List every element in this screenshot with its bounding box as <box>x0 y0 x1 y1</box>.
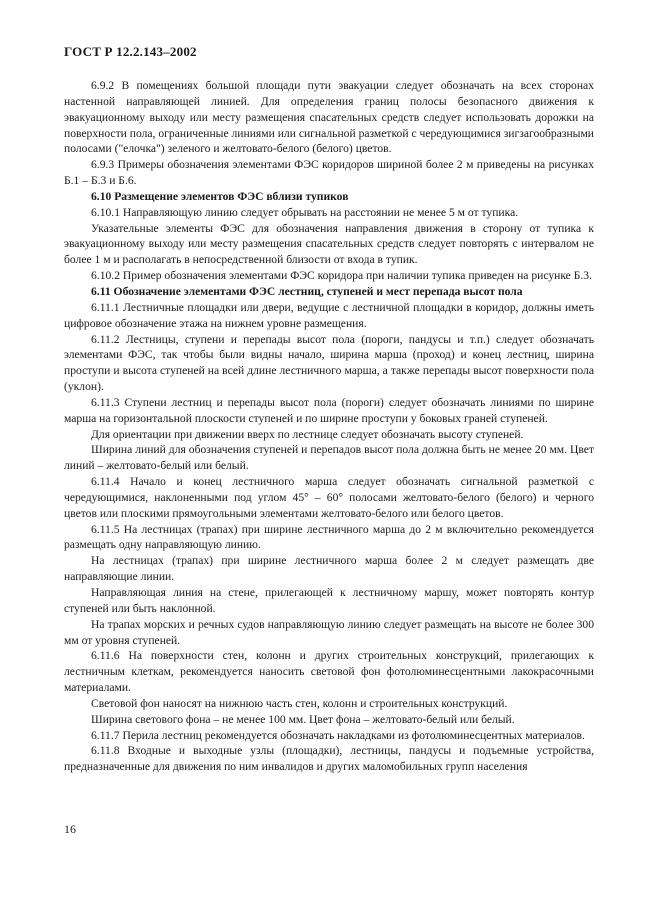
paragraph-6-11-7: 6.11.7 Перила лестниц рекомендуется обозначать накладками из фотолюминесцентных материалов. <box>91 728 585 742</box>
paragraph-6-11-8: 6.11.8 Входные и выходные узлы (площадки), лестницы, пандусы и подъемные устройства, предназначенные для движения по ним инвалидов и других маломобильных групп населения <box>64 744 594 774</box>
paragraph-6-11-4: 6.11.4 Начало и конец лестничного марша следует обозначать сигнальной разметкой с чередующимися, наклоненными под углом 45° – 60° полосами желтовато-белого (белого) и черного цветов или плоскими прямоугольными элементами желтовато-белого или белого цветов. <box>64 475 594 520</box>
paragraph-6-10-2: 6.10.2 Пример обозначения элементами ФЭС коридора при наличии тупика приведен на рисунке Б.3. <box>91 269 592 283</box>
paragraph-6-10-1-cont: Указательные элементы ФЭС для обозначения направления движения в сторону от тупика к эвакуационному выходу или месту размещения спасательных средств следует повторять с интервалом не более 1 м и располагать в непосредственной близости от входа в тупик. <box>64 221 594 267</box>
document-body <box>64 78 594 775</box>
document-header: ГОСТ Р 12.2.143–2002 <box>64 44 197 59</box>
paragraph-6-11-3-width: Ширина линий для обозначения ступеней и перепадов высот пола должна быть не менее 20 мм. Цвет линий – желтовато-белый или белый. <box>64 443 594 473</box>
page-number: 16 <box>64 822 76 836</box>
paragraph-6-11-3-orientation: Для ориентации при движении вверх по лестнице следует обозначать высоту ступеней. <box>91 427 524 441</box>
paragraph-6-11-6: 6.11.6 На поверхности стен, колонн и других строительных конструкций, прилегающих к лестничным клеткам, рекомендуется наносить световой фон фотолюминесцентными лакокрасочными материалами. <box>64 649 594 695</box>
paragraph-6-11-2: 6.11.2 Лестницы, ступени и перепады высот пола (пороги, пандусы и т.п.) следует обозначать элементами ФЭС, так чтобы были видны начало, ширина марша (проход) и конец лестниц, ширина проступи и высота ступеней на всей длине лестничного марша, а также перепады высот поверхности пола (уклон). <box>64 332 594 394</box>
paragraph-6-11-3: 6.11.3 Ступени лестниц и перепады высот пола (пороги) следует обозначать линиями по ширине марша на горизонтальной плоскости ступеней и по ширине проступи у боковых граней ступеней. <box>64 395 594 425</box>
paragraph-6-11-1: 6.11.1 Лестничные площадки или двери, ведущие с лестничной площадки в коридор, должны иметь цифровое обозначение этажа на нижнем уровне размещения. <box>64 300 594 330</box>
paragraph-6-11-5-wall-line: Направляющая линия на стене, прилегающей к лестничному маршу, может повторять контур ступеней или быть наклонной. <box>64 586 594 615</box>
paragraph-6-11-6-width: Ширина светового фона – не менее 100 мм. Цвет фона – желтовато-белый или белый. <box>91 712 515 726</box>
section-heading-6-11: 6.11 Обозначение элементами ФЭС лестниц, ступеней и мест перепада высот пола <box>91 284 523 298</box>
paragraph-6-11-5: 6.11.5 На лестницах (трапах) при ширине лестничного марша до 2 м включительно рекомендуется размещать одну направляющую линию. <box>64 522 594 552</box>
paragraph-6-10-1: 6.10.1 Направляющую линию следует обрывать на расстоянии не менее 5 м от тупика. <box>91 205 519 219</box>
paragraph-6-9-2: 6.9.2 В помещениях большой площади пути эвакуации следует обозначать на всех сторонах настенной направляющей линией. Для определения границ полосы безопасного движения к эвакуационному выходу или месту размещения спасательных средств следует использовать дорожки на поверхности пола, ограниченные линиями или сигнальной разметкой с чередующимися зигзагообразными полосами ("елочка") зеленого и желтовато-белого (белого) цветов. <box>64 79 594 156</box>
section-heading-6-10: 6.10 Размещение элементов ФЭС вблизи тупиков <box>91 189 349 203</box>
paragraph-6-9-3: 6.9.3 Примеры обозначения элементами ФЭС коридоров шириной более 2 м приведены на рисунках Б.1 – Б.3 и Б.6. <box>64 158 594 188</box>
paragraph-6-11-5-ship-ladders: На трапах морских и речных судов направляющую линию следует размещать на высоте не более 300 мм от уровня ступеней. <box>64 617 594 647</box>
paragraph-6-11-6-background: Световой фон наносят на нижнюю часть стен, колонн и строительных конструкций. <box>91 696 508 710</box>
paragraph-6-11-5-two-lines: На лестницах (трапах) при ширине лестничного марша более 2 м следует размещать две направляющие линии. <box>64 554 594 584</box>
